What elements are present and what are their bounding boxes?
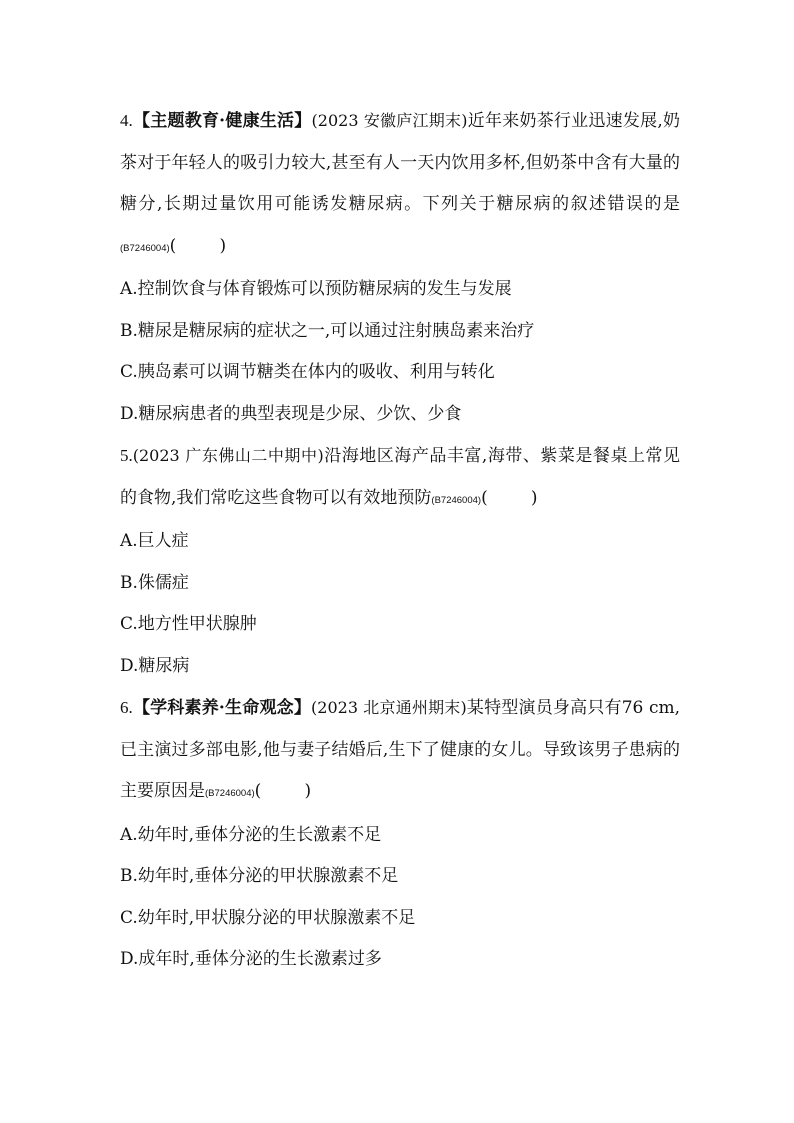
question-4 [120,100,680,435]
question-code: (B7246004) [431,494,482,506]
question-6 [120,687,680,981]
option-d: D.糖尿病患者的典型表现是少尿、少饮、少食 [120,403,462,424]
answer-blank: ( ) [481,487,538,508]
answer-blank: ( ) [254,781,312,801]
option-a: A.控制饮食与体育锻炼可以预防糖尿病的发生与发展 [120,279,512,299]
question-text: 某特型演员身高只有76 cm,已主演过多部电影,他与妻子结婚后,生下了健康的女儿。导致该男子患病的主要原因是 [120,698,680,801]
option-b: B.侏儒症 [120,572,189,593]
worksheet-page [120,100,680,981]
question-stem [120,687,680,815]
option-a: A.幼年时,垂体分泌的生长激素不足 [120,824,382,845]
question-tag: 【主题教育·健康生活】 [132,111,312,131]
question-text: 沿海地区海产品丰富,海带、紫菜是餐桌上常见的食物,我们常吃这些食物可以有效地预防 [120,446,681,508]
question-tag: 【学科素养·生命观念】 [132,698,312,718]
question-code: (B7246004) [205,788,255,799]
option-d: D.成年时,垂体分泌的生长激素过多 [120,949,382,969]
question-source: (2023 广东佛山二中期中) [132,446,324,465]
question-source: (2023 安徽庐江期末) [311,111,468,130]
question-number: 6. [120,698,133,717]
option-d: D.糖尿病 [120,655,190,676]
answer-blank: ( ) [169,235,227,256]
option-b: B.糖尿是糖尿病的症状之一,可以通过注射胰岛素来治疗 [120,320,535,341]
question-stem [120,100,680,269]
question-5 [120,435,680,687]
option-c: C.地方性甲状腺肿 [120,614,257,634]
option-c: C.胰岛素可以调节糖类在体内的吸收、利用与转化 [120,362,495,382]
option-c: C.幼年时,甲状腺分泌的甲状腺激素不足 [120,907,416,928]
option-a: A.巨人症 [120,531,189,551]
option-b: B.幼年时,垂体分泌的甲状腺激素不足 [120,866,399,886]
question-text: 近年来奶茶行业迅速发展,奶茶对于年轻人的吸引力较大,甚至有人一天内饮用多杯,但奶茶中含有大量的糖分,长期过量饮用可能诱发糖尿病。下列关于糖尿病的叙述错误的是 [120,111,681,214]
question-number: 4. [120,111,133,130]
question-code: (B7246004) [120,242,170,254]
question-stem [120,435,680,521]
question-number: 5. [120,446,133,465]
question-source: (2023 北京通州期末) [311,698,467,717]
